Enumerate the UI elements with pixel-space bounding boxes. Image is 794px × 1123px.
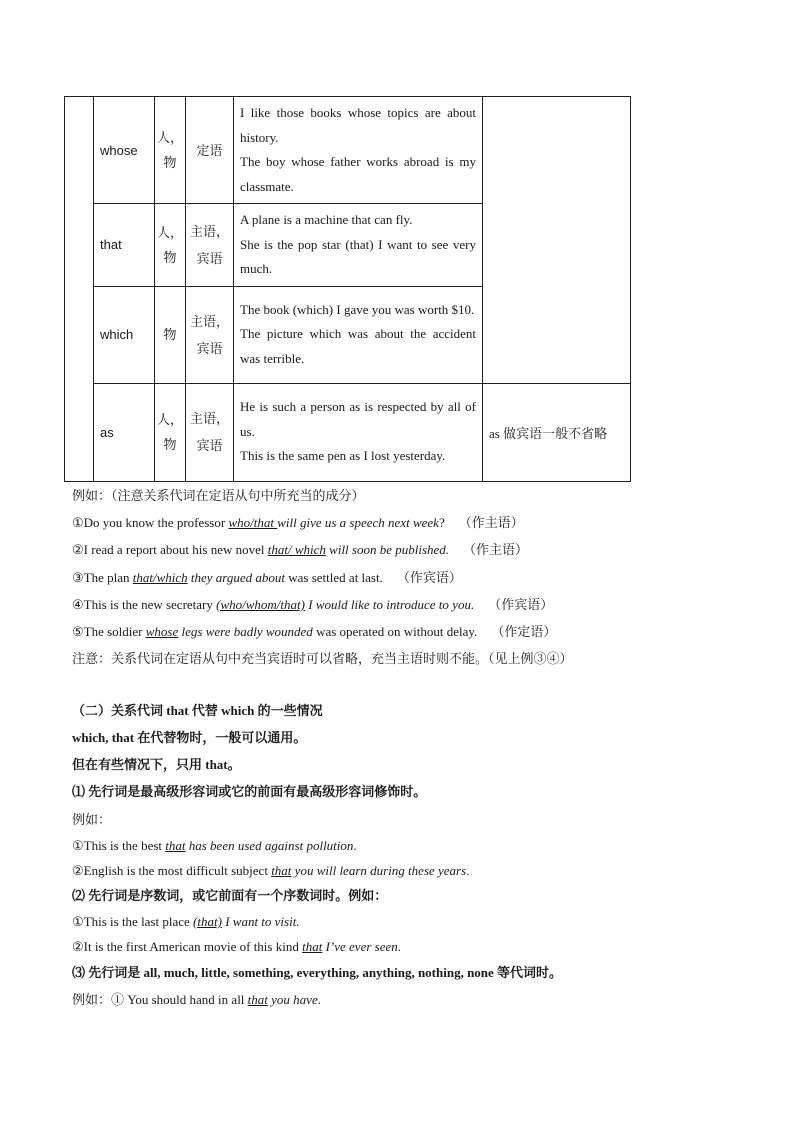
list-number: ① bbox=[72, 838, 84, 853]
case-heading: ⑶ 先行词是 all, much, little, something, everything, anything, nothing, none 等代词时。 bbox=[72, 965, 563, 980]
antecedent-cell: 人，物 bbox=[155, 204, 186, 287]
example-cell bbox=[234, 383, 483, 481]
role-note: （作主语） bbox=[458, 515, 524, 530]
list-number: ② bbox=[72, 939, 84, 954]
table-margin-cell bbox=[65, 97, 94, 482]
function-cell: 主语，宾语 bbox=[186, 286, 234, 383]
example-line: ②English is the most difficult subject that you will learn during these years. bbox=[72, 863, 470, 878]
pronoun-cell: whose bbox=[94, 97, 155, 204]
antecedent-cell: 人，物 bbox=[155, 97, 186, 204]
note-cell: as 做宾语一般不省略 bbox=[483, 383, 631, 481]
case-heading: ⑴ 先行词是最高级形容词或它的前面有最高级形容词修饰时。 bbox=[72, 784, 427, 799]
example-line: ⑤The soldier whose legs were badly wounded was operated on without delay. （作定语） bbox=[72, 624, 557, 639]
pronoun-cell: which bbox=[94, 286, 155, 383]
section-title: （二）关系代词 that 代替 which 的一些情况 bbox=[72, 703, 323, 718]
role-note: （作宾语） bbox=[488, 597, 554, 612]
role-note: （作定语） bbox=[491, 624, 557, 639]
antecedent-cell: 人，物 bbox=[155, 383, 186, 481]
list-number: ⑤ bbox=[72, 624, 84, 639]
example-line: ①This is the best that has been used against pollution. bbox=[72, 838, 357, 853]
example-line: 例如：① You should hand in all that you have. bbox=[72, 992, 321, 1007]
example-sentence: The boy whose father works abroad is my classmate. bbox=[240, 154, 476, 194]
pronoun-cell: that bbox=[94, 204, 155, 287]
example-cell bbox=[234, 286, 483, 383]
role-note: （作宾语） bbox=[396, 570, 462, 585]
example-line: ④This is the new secretary (who/whom/that) I would like to introduce to you. （作宾语） bbox=[72, 597, 554, 612]
note-cell bbox=[483, 97, 631, 384]
list-number: ③ bbox=[72, 570, 84, 585]
example-cell bbox=[234, 97, 483, 204]
case-heading: ⑵ 先行词是序数词，或它前面有一个序数词时。例如： bbox=[72, 888, 388, 903]
examples-intro: 例如： bbox=[72, 812, 112, 827]
example-line: ①Do you know the professor who/that will give us a speech next week? （作主语） bbox=[72, 515, 524, 530]
example-line: ②I read a report about his new novel that/ which will soon be published. （作主语） bbox=[72, 542, 529, 557]
list-number: ② bbox=[72, 542, 84, 557]
relative-pronoun-table bbox=[64, 96, 631, 482]
function-cell: 主语，宾语 bbox=[186, 204, 234, 287]
example-line: ③The plan that/which they argued about was settled at last. （作宾语） bbox=[72, 570, 462, 585]
example-line: ②It is the first American movie of this kind that I’ve ever seen. bbox=[72, 939, 401, 954]
table-row bbox=[65, 97, 631, 204]
example-sentence: I like those books whose topics are about history. bbox=[240, 105, 476, 145]
pronoun-cell: as bbox=[94, 383, 155, 481]
section-rule: 但在有些情况下，只用 that。 bbox=[72, 757, 241, 772]
example-sentence: This is the same pen as I lost yesterday. bbox=[240, 448, 446, 464]
list-number: ④ bbox=[72, 597, 84, 612]
example-sentence: A plane is a machine that can fly. bbox=[240, 212, 413, 227]
example-line: ①This is the last place (that) I want to visit. bbox=[72, 914, 300, 929]
list-number: ② bbox=[72, 863, 84, 878]
function-cell: 定语 bbox=[186, 97, 234, 204]
example-sentence: The picture which was about the accident was terrible. bbox=[240, 326, 476, 366]
example-sentence: He is such a person as is respected by all of us. bbox=[240, 399, 476, 439]
example-cell bbox=[234, 204, 483, 287]
caution-note: 注意：关系代词在定语从句中充当宾语时可以省略，充当主语时则不能。（见上例③④） bbox=[72, 651, 573, 666]
example-sentence: The book (which) I gave you was worth $10. bbox=[240, 301, 475, 317]
role-note: （作主语） bbox=[463, 542, 529, 557]
list-number: ① bbox=[72, 914, 84, 929]
example-sentence: She is the pop star (that) I want to see very much. bbox=[240, 236, 476, 276]
list-number: ① bbox=[111, 992, 125, 1007]
list-number: ① bbox=[72, 515, 84, 530]
section-rule: which, that 在代替物时，一般可以通用。 bbox=[72, 730, 307, 745]
antecedent-cell: 物 bbox=[155, 286, 186, 383]
examples-intro: 例如：（注意关系代词在定语从句中所充当的成分） bbox=[72, 488, 365, 503]
table-row bbox=[65, 383, 631, 481]
function-cell: 主语，宾语 bbox=[186, 383, 234, 481]
